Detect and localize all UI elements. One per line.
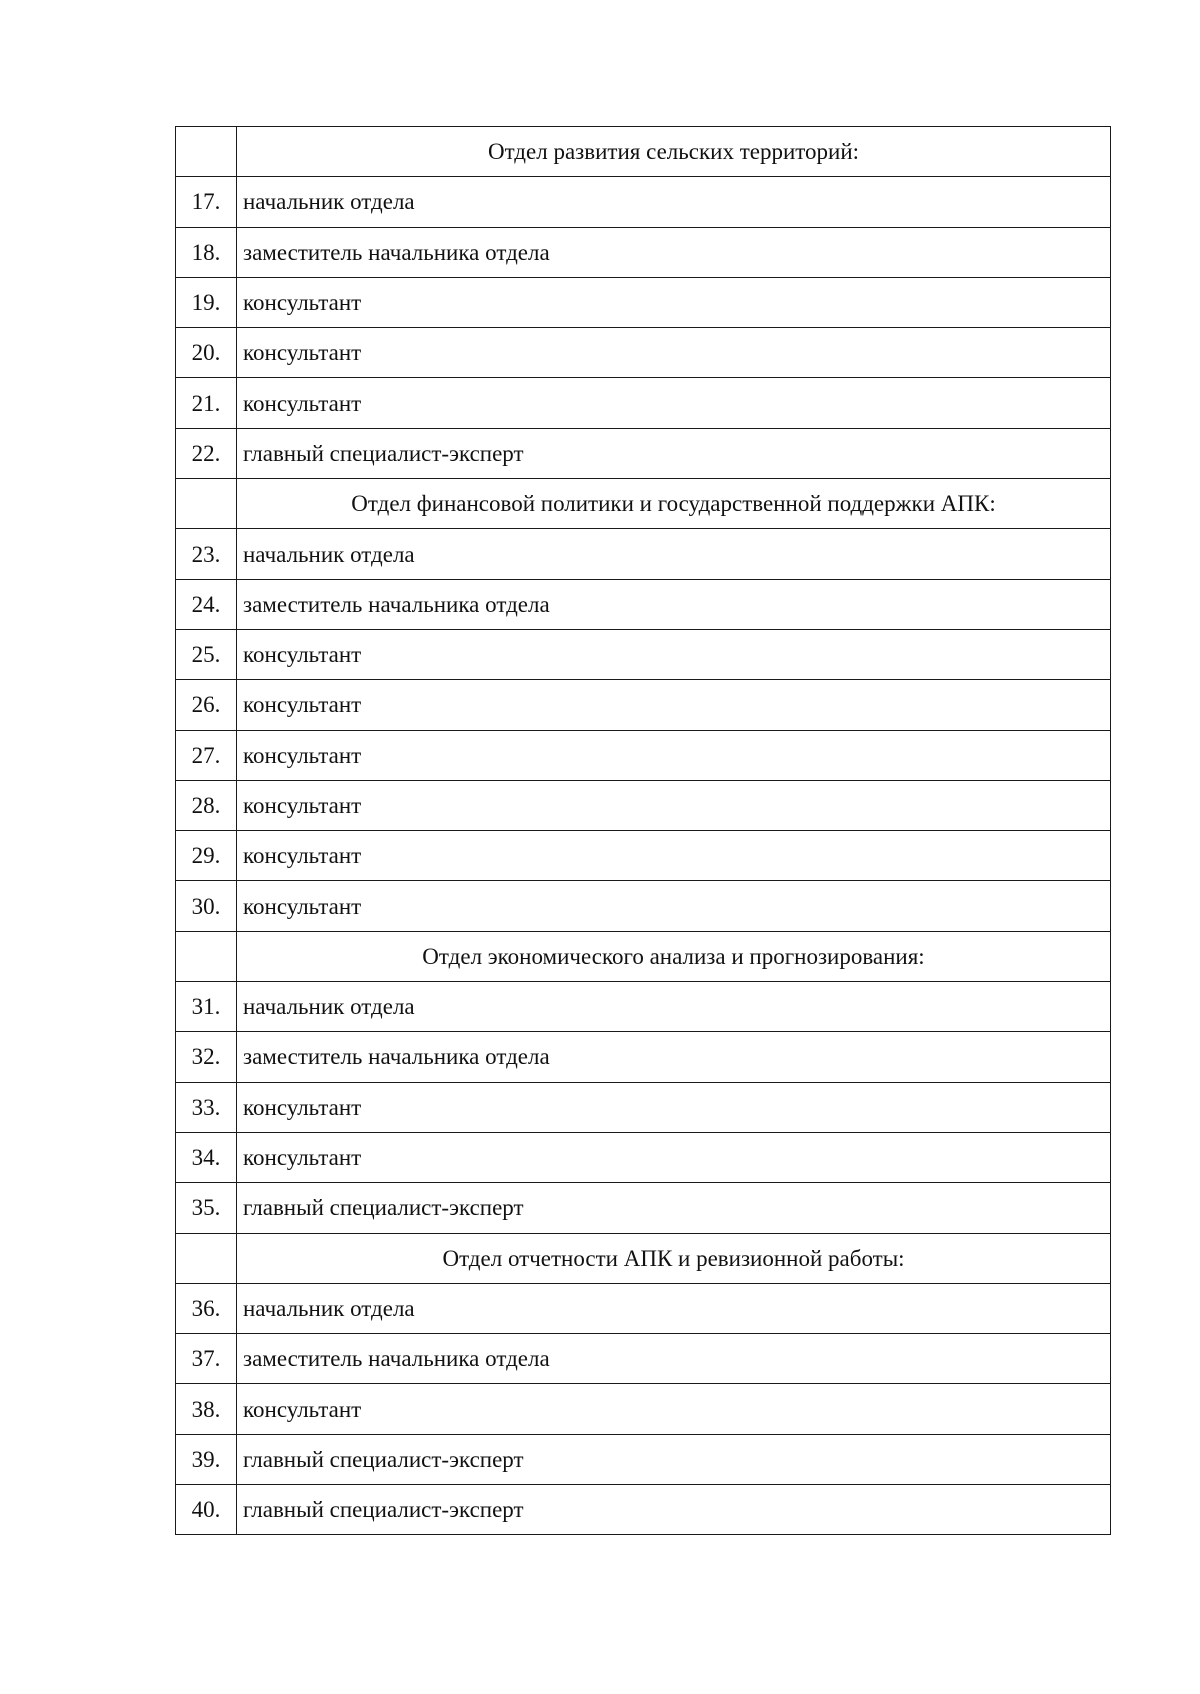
table-row — [176, 1183, 1111, 1233]
section-header-row — [176, 479, 1111, 529]
table-row — [176, 328, 1111, 378]
position-title: начальник отдела — [237, 1283, 1111, 1333]
row-number: 34. — [176, 1132, 237, 1182]
position-title: заместитель начальника отдела — [237, 227, 1111, 277]
position-title: заместитель начальника отдела — [237, 1334, 1111, 1384]
position-title: главный специалист-эксперт — [237, 1183, 1111, 1233]
position-title: заместитель начальника отдела — [237, 579, 1111, 629]
section-heading: Отдел финансовой политики и государственной поддержки АПК: — [237, 479, 1111, 529]
section-heading: Отдел экономического анализа и прогнозирования: — [237, 931, 1111, 981]
row-number: 29. — [176, 831, 237, 881]
row-number: 26. — [176, 680, 237, 730]
position-title: консультант — [237, 730, 1111, 780]
row-number: 28. — [176, 780, 237, 830]
table-row — [176, 177, 1111, 227]
row-number: 25. — [176, 629, 237, 679]
position-title: консультант — [237, 831, 1111, 881]
table-row — [176, 730, 1111, 780]
positions-table — [175, 126, 1111, 1535]
row-number: 31. — [176, 982, 237, 1032]
table-row — [176, 1384, 1111, 1434]
position-title: консультант — [237, 629, 1111, 679]
row-number: 22. — [176, 428, 237, 478]
row-number: 35. — [176, 1183, 237, 1233]
table-row — [176, 378, 1111, 428]
section-number-cell — [176, 127, 237, 177]
row-number: 40. — [176, 1485, 237, 1535]
position-title: главный специалист-эксперт — [237, 1485, 1111, 1535]
table-row — [176, 529, 1111, 579]
section-heading: Отдел отчетности АПК и ревизионной работы: — [237, 1233, 1111, 1283]
position-title: начальник отдела — [237, 982, 1111, 1032]
row-number: 24. — [176, 579, 237, 629]
position-title: главный специалист-эксперт — [237, 1434, 1111, 1484]
row-number: 32. — [176, 1032, 237, 1082]
position-title: начальник отдела — [237, 529, 1111, 579]
position-title: консультант — [237, 378, 1111, 428]
row-number: 23. — [176, 529, 237, 579]
position-title: консультант — [237, 1384, 1111, 1434]
position-title: консультант — [237, 680, 1111, 730]
table-row — [176, 1434, 1111, 1484]
section-number-cell — [176, 479, 237, 529]
row-number: 20. — [176, 328, 237, 378]
row-number: 38. — [176, 1384, 237, 1434]
position-title: главный специалист-эксперт — [237, 428, 1111, 478]
table-row — [176, 831, 1111, 881]
row-number: 33. — [176, 1082, 237, 1132]
table-row — [176, 428, 1111, 478]
position-title: консультант — [237, 881, 1111, 931]
table-row — [176, 1132, 1111, 1182]
positions-table-body — [176, 127, 1111, 1535]
table-row — [176, 982, 1111, 1032]
table-row — [176, 579, 1111, 629]
table-row — [176, 780, 1111, 830]
row-number: 18. — [176, 227, 237, 277]
row-number: 27. — [176, 730, 237, 780]
section-header-row — [176, 931, 1111, 981]
position-title: начальник отдела — [237, 177, 1111, 227]
section-header-row — [176, 127, 1111, 177]
table-row — [176, 1334, 1111, 1384]
table-row — [176, 680, 1111, 730]
table-row — [176, 1082, 1111, 1132]
position-title: консультант — [237, 1132, 1111, 1182]
row-number: 39. — [176, 1434, 237, 1484]
section-number-cell — [176, 1233, 237, 1283]
table-row — [176, 277, 1111, 327]
position-title: консультант — [237, 277, 1111, 327]
row-number: 21. — [176, 378, 237, 428]
row-number: 17. — [176, 177, 237, 227]
position-title: консультант — [237, 328, 1111, 378]
position-title: консультант — [237, 780, 1111, 830]
row-number: 37. — [176, 1334, 237, 1384]
table-row — [176, 1032, 1111, 1082]
table-row — [176, 1283, 1111, 1333]
section-header-row — [176, 1233, 1111, 1283]
table-row — [176, 227, 1111, 277]
table-row — [176, 1485, 1111, 1535]
position-title: заместитель начальника отдела — [237, 1032, 1111, 1082]
row-number: 30. — [176, 881, 237, 931]
table-row — [176, 881, 1111, 931]
section-number-cell — [176, 931, 237, 981]
section-heading: Отдел развития сельских территорий: — [237, 127, 1111, 177]
row-number: 36. — [176, 1283, 237, 1333]
position-title: консультант — [237, 1082, 1111, 1132]
row-number: 19. — [176, 277, 237, 327]
table-row — [176, 629, 1111, 679]
